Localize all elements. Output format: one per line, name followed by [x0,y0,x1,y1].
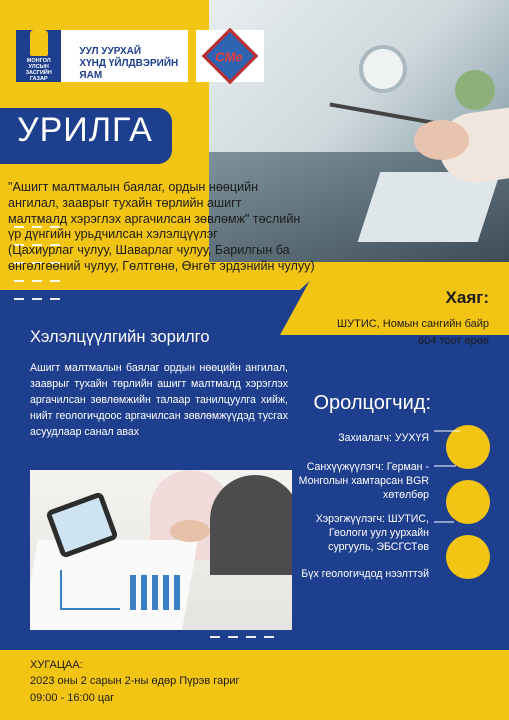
soyombo-emblem-icon: МОНГОЛ УЛСЫН ЗАСГИЙН ГАЗАР [16,30,61,82]
address-text: ШУТИС, Номын сангийн байр 604 тоот өрөө [337,318,489,347]
participant-customer: Захиалагч: УУХҮЯ [338,432,429,444]
ministry-name: УУЛ УУРХАЙ ХҮНД ҮЙЛДВЭРИЙН ЯАМ [79,46,179,81]
address-title: Хаяг: [445,288,489,307]
goal-text: Ашигт малтмалын баялаг ордын нөөцийн ангилал, зааврыг тухайн төрлийн ашигт малтмалд хэрэглэх аргачилсан зөвлөмжийн талаар танилцуулга хийж, нийт геологичдоос аргачилсан зөвлөмжүүдэд тусгах асуудлаар санал авах [30,362,288,438]
participants-title: Оролцогчид: [313,392,431,414]
participant-implementer: Хэрэгжүүлэгч: ШУТИС, Геологи уул уурхайн сургууль, ЭБСГСТөв [315,513,429,553]
goal-title: Хэлэлцүүлгийн зорилго [30,328,210,346]
participant-open: Бүх геологичдод нээлттэй [301,568,429,580]
participant-funder: Санхүүжүүлэгч: Герман - Монголын хамтарсан BGR хөтөлбөр [298,461,429,501]
cme-diamond-icon: CMe [202,28,259,85]
cme-logo [196,30,264,82]
meeting-photo [30,470,292,630]
event-subject: "Ашигт малтмалын баялаг, ордын нөөцийн ангилал, зааврыг тухайн төрлийн ашигт малтмалд хэрэглэх аргачилсан зөвлөмж" төслийн үр дүнгийн урьдчилсан хэлэлцүүлэг (Цахиурлаг чулуу, Шаварлаг чулуу, Барилгын ба өнгөлгөөний чулуу, Гөлтгөнө, Өнгөт эрдэнийн чулуу) [8,180,315,273]
government-logo [16,30,188,82]
duration-date: 2023 оны 2 сарын 2-ны өдөр Пүрэв гариг [30,675,240,687]
duration-title: ХУГАЦАА: [30,659,83,671]
participant-circles [446,425,490,579]
page-title: УРИЛГА [17,111,153,149]
duration-time: 09:00 - 16:00 цаг [30,692,115,704]
